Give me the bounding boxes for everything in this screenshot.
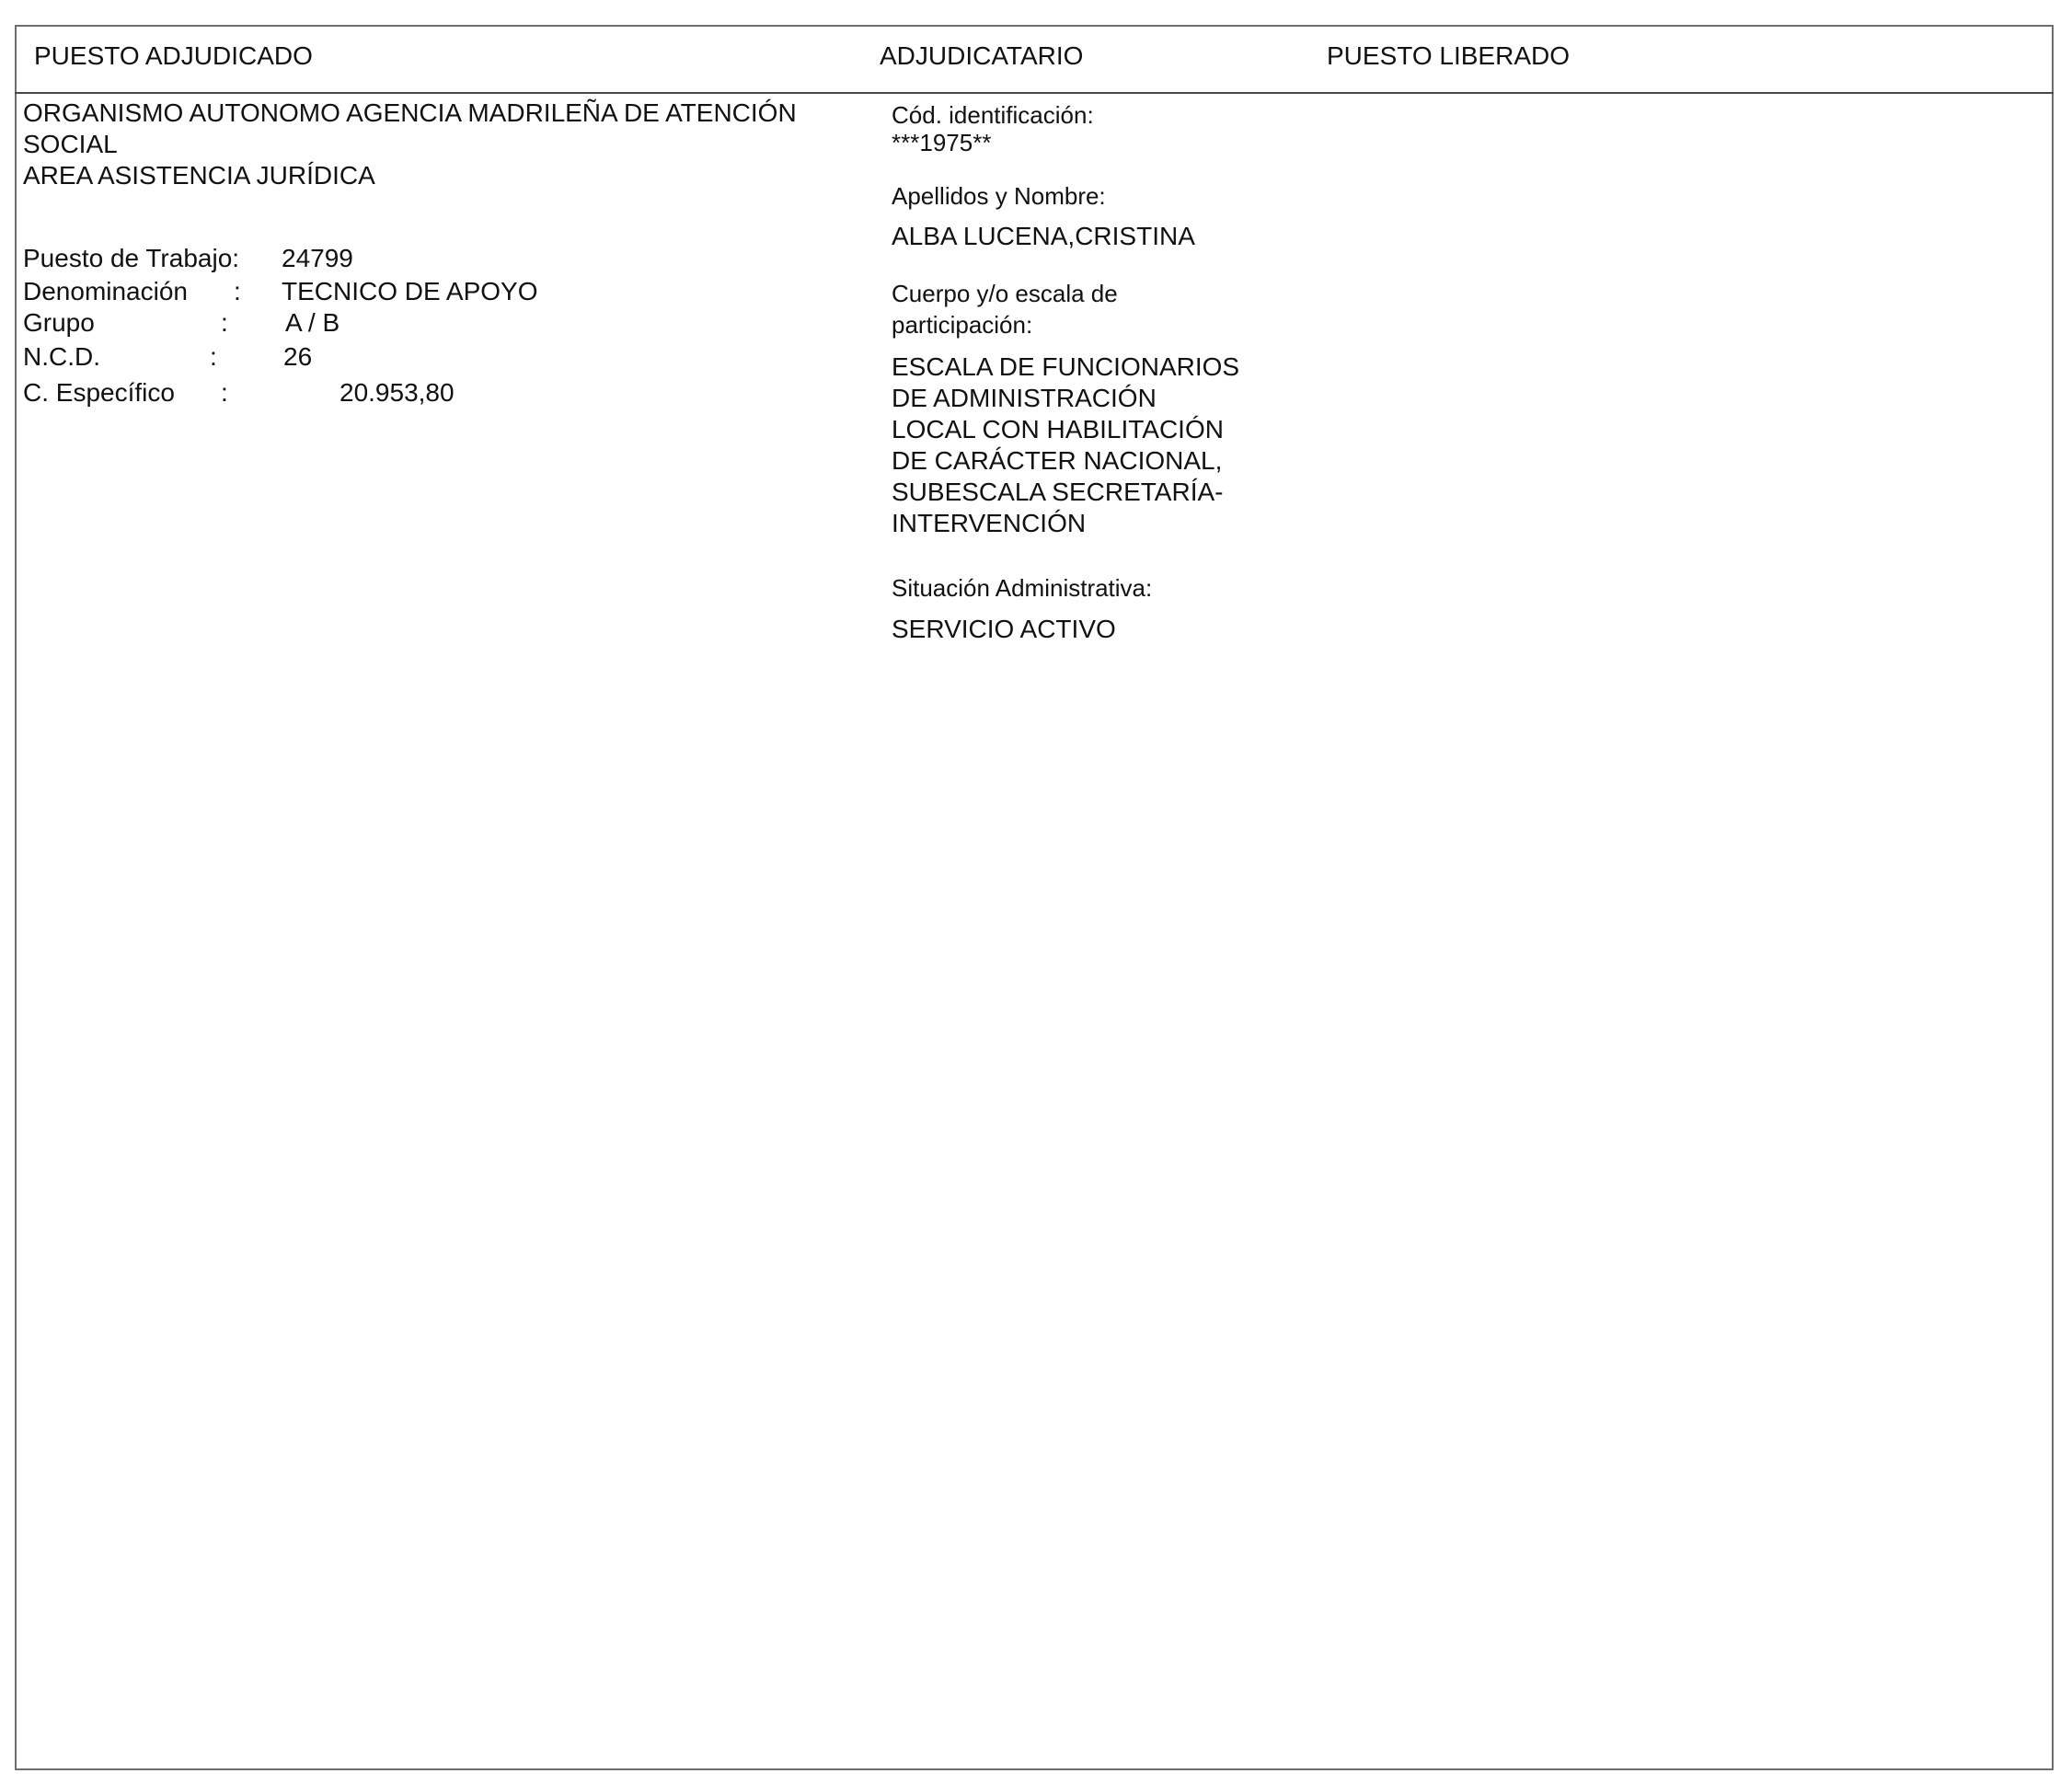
area-name: AREA ASISTENCIA JURÍDICA <box>23 161 375 190</box>
cuerpo-escala-value-line: INTERVENCIÓN <box>892 509 1087 537</box>
cuerpo-escala-value-line: SUBESCALA SECRETARÍA- <box>892 478 1224 506</box>
denominacion-label: Denominación <box>23 277 188 305</box>
header-puesto-adjudicado: PUESTO ADJUDICADO <box>34 41 313 70</box>
situacion-administrativa-value: SERVICIO ACTIVO <box>892 615 1116 643</box>
c-especifico-label: C. Específico <box>23 378 175 407</box>
cuerpo-escala-value-line: DE CARÁCTER NACIONAL, <box>892 446 1223 475</box>
organismo-line-2: SOCIAL <box>23 130 118 158</box>
cuerpo-escala-value-line: ESCALA DE FUNCIONARIOS <box>892 352 1240 381</box>
header-puesto-liberado: PUESTO LIBERADO <box>1327 41 1571 70</box>
organismo-line-1: ORGANISMO AUTONOMO AGENCIA MADRILEÑA DE ATENCIÓN <box>23 98 797 127</box>
puesto-trabajo-label: Puesto de Trabajo: <box>23 244 240 272</box>
c-especifico-value: 20.953,80 <box>340 378 455 407</box>
cuerpo-escala-value-line: DE ADMINISTRACIÓN <box>892 384 1157 412</box>
cod-identificacion-value: ***1975** <box>892 129 992 156</box>
puesto-trabajo-value: 24799 <box>282 244 353 272</box>
cuerpo-escala-value-line: LOCAL CON HABILITACIÓN <box>892 415 1224 443</box>
cuerpo-escala-label-line-2: participación: <box>892 311 1033 339</box>
apellidos-nombre-label: Apellidos y Nombre: <box>892 182 1106 210</box>
denominacion-separator: : <box>234 277 241 305</box>
grupo-value: A / B <box>285 308 340 337</box>
c-especifico-separator: : <box>221 378 228 407</box>
header-adjudicatario: ADJUDICATARIO <box>880 41 1084 70</box>
ncd-label: N.C.D. <box>23 342 100 371</box>
cod-identificacion-label: Cód. identificación: <box>892 101 1094 129</box>
denominacion-value: TECNICO DE APOYO <box>282 277 538 305</box>
grupo-label: Grupo <box>23 308 95 337</box>
ncd-separator: : <box>210 342 217 371</box>
apellidos-nombre-value: ALBA LUCENA,CRISTINA <box>892 222 1195 250</box>
situacion-administrativa-label: Situación Administrativa: <box>892 574 1153 602</box>
grupo-separator: : <box>221 308 228 337</box>
header-divider <box>15 92 2054 94</box>
ncd-value: 26 <box>283 342 313 371</box>
cuerpo-escala-label-line-1: Cuerpo y/o escala de <box>892 280 1118 307</box>
